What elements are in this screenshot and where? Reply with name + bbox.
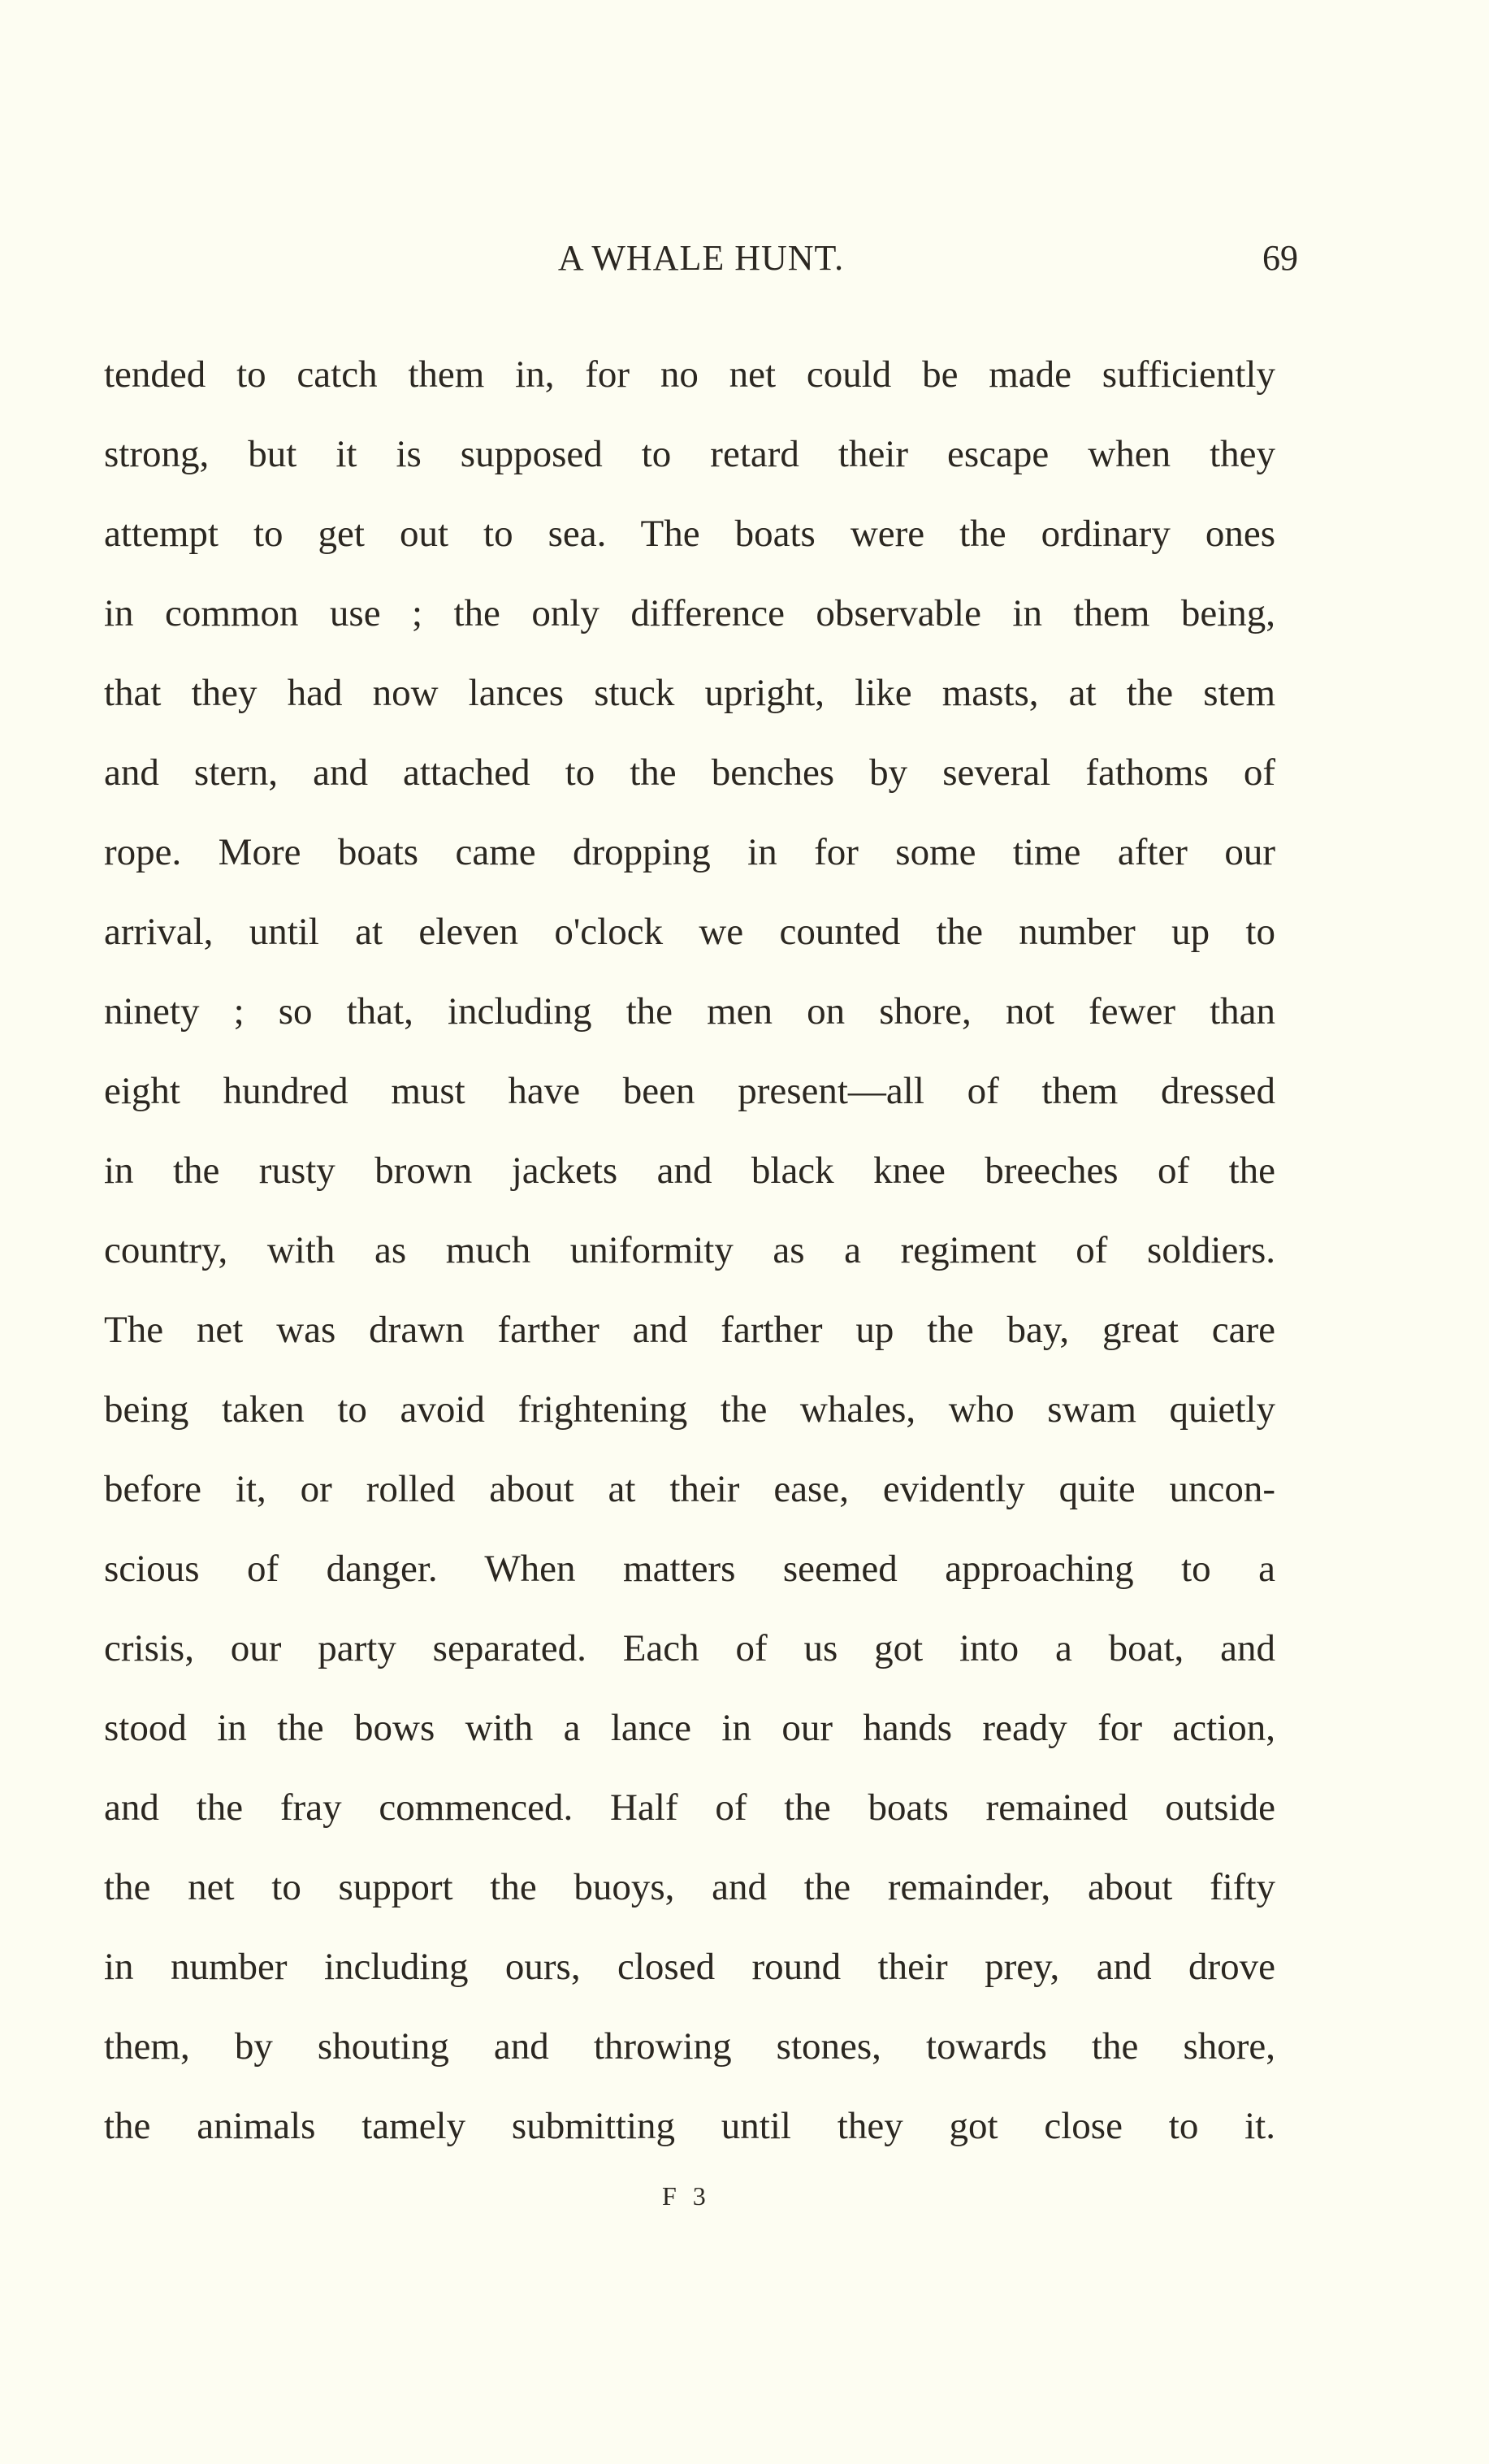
text-line-content: eight hundred must have been present—all of them dressed	[104, 1070, 1275, 1112]
text-line	[104, 1782, 1275, 1862]
text-line	[104, 1305, 1275, 1384]
text-line-content: attempt to get out to sea. The boats were the ordinary ones	[104, 513, 1275, 555]
text-line-content: in common use ; the only difference observable in them being,	[104, 592, 1275, 634]
text-line-content: in number including ours, closed round their prey, and drove	[104, 1946, 1275, 1988]
text-line	[104, 1942, 1275, 2021]
text-line	[104, 429, 1275, 509]
text-line-content: strong, but it is supposed to retard their escape when they	[104, 433, 1275, 475]
text-line-content: The net was drawn farther and farther up the bay, great care	[104, 1309, 1275, 1351]
text-line-content: the net to support the buoys, and the remainder, about fifty	[104, 1866, 1275, 1908]
text-line	[104, 747, 1275, 827]
text-line	[104, 1703, 1275, 1782]
text-line-content: and stern, and attached to the benches by several fathoms of	[104, 751, 1275, 794]
text-line-content: that they had now lances stuck upright, like masts, at the stem	[104, 672, 1275, 714]
chapter-title: A WHALE HUNT.	[557, 238, 845, 278]
text-line-content: in the rusty brown jackets and black knee breeches of the	[104, 1150, 1275, 1192]
text-line-content: rope. More boats came dropping in for some time after our	[104, 831, 1275, 873]
running-head	[104, 234, 1298, 283]
text-line-content: and the fray commenced. Half of the boats remained outside	[104, 1786, 1275, 1829]
text-line-content: being taken to avoid frightening the whales, who swam quietly	[104, 1388, 1275, 1431]
text-line	[104, 1464, 1275, 1544]
text-line-content: scious of danger. When matters seemed approaching to a	[104, 1548, 1275, 1590]
text-line	[104, 1225, 1275, 1305]
text-line-content: country, with as much uniformity as a regiment of soldiers.	[104, 1229, 1275, 1271]
text-line	[104, 2021, 1275, 2101]
text-line-content: stood in the bows with a lance in our hands ready for action,	[104, 1707, 1275, 1749]
text-line	[104, 907, 1275, 986]
text-line	[104, 588, 1275, 668]
text-line	[104, 2101, 1275, 2180]
text-line	[104, 509, 1275, 588]
text-line-content: them, by shouting and throwing stones, towards the shore,	[104, 2025, 1275, 2068]
text-line-content: before it, or rolled about at their ease, evidently quite uncon-	[104, 1468, 1275, 1510]
body-text	[104, 349, 1275, 2180]
page-number: 69	[1262, 238, 1298, 278]
text-line	[104, 668, 1275, 747]
text-line	[104, 1862, 1275, 1942]
text-line-content: ninety ; so that, including the men on shore, not fewer than	[104, 990, 1275, 1033]
text-line-content: arrival, until at eleven o'clock we counted the number up to	[104, 911, 1275, 953]
text-line	[104, 986, 1275, 1066]
text-line	[104, 349, 1275, 429]
text-line	[104, 827, 1275, 907]
text-line	[104, 1145, 1275, 1225]
signature-mark: F 3	[662, 2181, 711, 2211]
text-line-content: the animals tamely submitting until they got close to it.	[104, 2105, 1275, 2147]
text-line-content: crisis, our party separated. Each of us got into a boat, and	[104, 1627, 1275, 1669]
text-line	[104, 1544, 1275, 1623]
text-line	[104, 1623, 1275, 1703]
text-line	[104, 1066, 1275, 1145]
text-line-content: tended to catch them in, for no net could be made sufficiently	[104, 353, 1275, 396]
text-line	[104, 1384, 1275, 1464]
